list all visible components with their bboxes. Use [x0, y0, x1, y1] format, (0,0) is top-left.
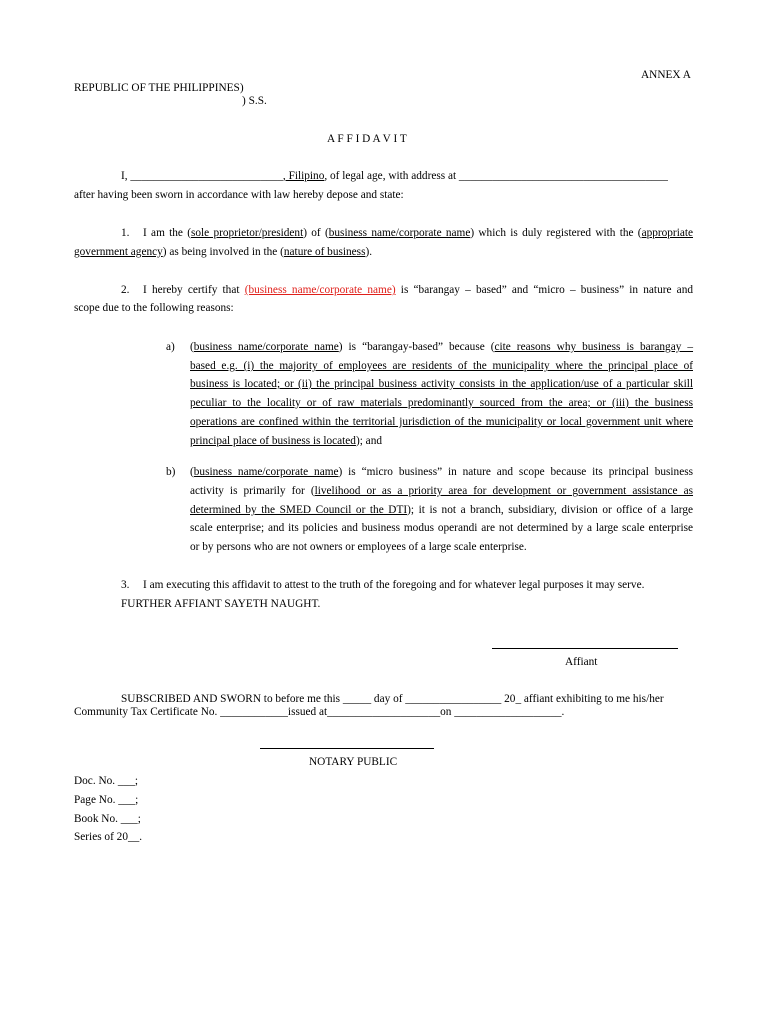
placeholder-reasons: cite reasons why business is barangay –	[494, 341, 694, 353]
text: ) as being involved in the (	[162, 246, 284, 258]
series-year: Series of 20__.	[74, 831, 143, 843]
placeholder-business-name: business name/corporate name	[193, 341, 339, 353]
item-b-line-4: scale enterprise; and its policies and business modus operandi are not determined by a large scale enterprise	[190, 522, 693, 534]
item-a-label: a)	[166, 341, 175, 353]
item-a-line-6	[190, 435, 382, 447]
text: ) is “barangay-based” because (	[338, 341, 495, 353]
intro-text: I, ___________________________	[121, 170, 283, 182]
text: ) which is duly registered with the (	[470, 227, 642, 239]
paragraph-2-number: 2.	[121, 284, 130, 296]
paragraph-2-line-1	[143, 284, 693, 296]
item-b-line-5: or by persons who are not owners or employees of a large scale enterprise.	[190, 541, 527, 553]
book-number: Book No. ___;	[74, 813, 141, 825]
text: I am the (	[143, 227, 191, 239]
text: ); and	[355, 435, 382, 447]
paragraph-1-number: 1.	[121, 227, 130, 239]
paragraph-3-number: 3.	[121, 579, 130, 591]
placeholder-business-name: business name/corporate name	[328, 227, 471, 239]
item-a-line-4: peculiar to the locality or of raw materials predominantly sourced from the area; or (iii) the business	[190, 397, 693, 409]
affiant-signature-line	[492, 648, 678, 649]
nationality: , Filipino	[282, 170, 325, 182]
item-a-line-2: based e.g. (i) the majority of employees are residents of the municipality where the principal place of	[190, 360, 693, 372]
text: (	[190, 341, 194, 353]
placeholder-agency: appropriate	[641, 227, 693, 239]
item-b-line-2	[190, 485, 693, 497]
paragraph-1-line-1	[143, 227, 693, 239]
paragraph-2-line-2: scope due to the following reasons:	[74, 302, 234, 314]
text: ); it is not a branch, subsidiary, division or office of a large	[407, 504, 693, 516]
venue-line-2: ) S.S.	[242, 95, 267, 107]
jurat-line-1: SUBSCRIBED AND SWORN to before me this _____ day of _________________ 20_ affiant exhibiting to me his/her	[121, 693, 664, 705]
intro-text: , of legal age, with address at _____________________________________	[324, 170, 668, 182]
paragraph-3-text: I am executing this affidavit to attest to the truth of the foregoing and for whatever legal purposes it may serve.	[143, 579, 645, 591]
doc-number: Doc. No. ___;	[74, 775, 139, 787]
placeholder-purpose: livelihood or as a priority area for development or government assistance as	[314, 485, 694, 497]
text: ).	[365, 246, 373, 258]
affiant-label: Affiant	[565, 656, 598, 668]
document-title: A F F I D A V I T	[327, 133, 407, 145]
paragraph-1-line-2	[74, 246, 372, 258]
placeholder-purpose: determined by the SMED Council or the DTI	[190, 504, 408, 516]
placeholder-role: sole proprietor/president	[191, 227, 304, 239]
venue-line-1: REPUBLIC OF THE PHILIPPINES)	[74, 82, 244, 94]
item-b-line-3	[190, 504, 693, 516]
jurat-line-2: Community Tax Certificate No. ____________issued at____________________on ___________________.	[74, 706, 565, 718]
page-number: Page No. ___;	[74, 794, 139, 806]
notary-signature-line	[260, 748, 434, 749]
item-b-label: b)	[166, 466, 176, 478]
placeholder-reasons: principal place of business is located	[190, 435, 356, 447]
annex-label: ANNEX A	[641, 69, 691, 81]
item-a-line-5: operations are confined within the territorial jurisdiction of the municipality or local government unit where	[190, 416, 693, 428]
placeholder-business-name: business name/corporate name	[193, 466, 339, 478]
placeholder-agency: government agency	[74, 246, 163, 258]
placeholder-nature: nature of business	[283, 246, 366, 258]
placeholder-business-name: (business name/corporate name)	[244, 284, 396, 296]
text: ) is “micro business” in nature and scope because its principal business	[338, 466, 694, 478]
intro-line-1	[121, 170, 668, 182]
text: activity is primarily for (	[190, 485, 315, 497]
further-affiant-naught: FURTHER AFFIANT SAYETH NAUGHT.	[121, 598, 321, 610]
notary-public-label: NOTARY PUBLIC	[309, 756, 398, 768]
text: ) of (	[303, 227, 329, 239]
text: is “barangay – based” and “micro – business” in nature and	[395, 284, 693, 296]
item-b-line-1	[190, 466, 693, 478]
item-a-line-3: business is located; or (ii) the principal business activity consists in the application/use of a particular skill	[190, 378, 693, 390]
text: (	[190, 466, 194, 478]
intro-line-2: after having been sworn in accordance with law hereby depose and state:	[74, 189, 404, 201]
item-a-line-1	[190, 341, 693, 353]
text: I hereby certify that	[143, 284, 245, 296]
